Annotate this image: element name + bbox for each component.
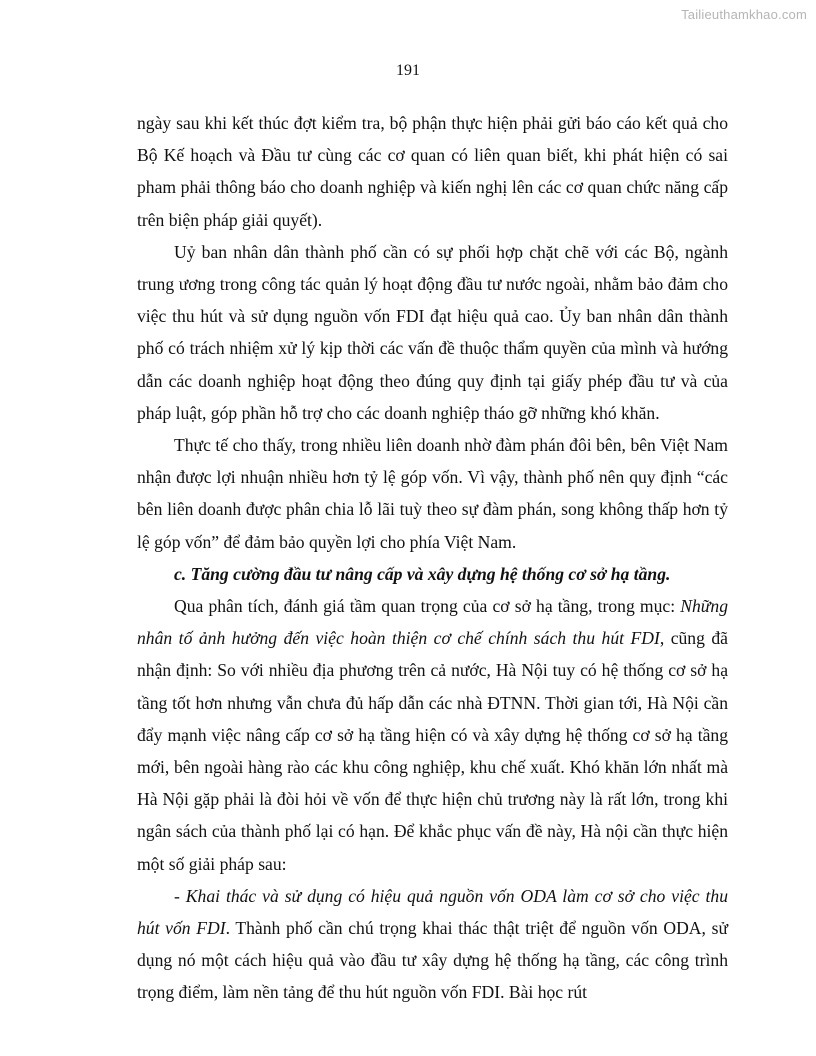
section-heading-c: c. Tăng cường đầu tư nâng cấp và xây dựng hệ thống cơ sở hạ tầng. [174,563,671,584]
paragraph-4-italic-title: Những nhân tố ảnh hưởng đến việc hoàn thiện cơ chế chính sách thu hút FDI [137,596,728,649]
paragraph-3: Thực tế cho thấy, trong nhiều liên doanh nhờ đàm phán đôi bên, bên Việt Nam nhận được lợi nhuận nhiều hơn tỷ lệ góp vốn. Vì vậy, thành phố nên quy định “các bên liên doanh được phân chia lỗ lãi tuỳ theo sự đàm phán, song không thấp hơn tỷ lệ góp vốn” để đảm bảo quyền lợi cho phía Việt Nam. [137,435,728,552]
paragraph-4-lead: Qua phân tích, đánh giá tầm quan trọng của cơ sở hạ tầng, trong mục: [174,596,681,617]
paragraph-5-rest: . Thành phố cần chú trọng khai thác thật triệt để nguồn vốn ODA, sử dụng nó một cách hiệu quả vào đầu tư xây dựng hệ thống hạ tầng, các công trình trọng điểm, làm nền tảng để thu hút nguồn vốn FDI. Bài học rút [137,918,728,1003]
paragraph-5 [137,880,728,1009]
page-number: 191 [396,62,420,79]
watermark: Tailieuthamkhao.com [681,7,807,22]
paragraph-4-rest: , cũng đã nhận định: So với nhiều địa phương trên cả nước, Hà Nội tuy có hệ thống cơ sở hạ tầng tốt hơn nhưng vẫn chưa đủ hấp dẫn các nhà ĐTNN. Thời gian tới, Hà Nội cần đẩy mạnh việc nâng cấp cơ sở hạ tầng hiện có và xây dựng hệ thống cơ sở hạ tầng mới, bên ngoài hàng rào các khu công nghiệp, khu chế xuất. Khó khăn lớn nhất mà Hà Nội gặp phải là đòi hỏi về vốn để thực hiện chủ trương này là rất lớn, trong khi ngân sách của thành phố lại có hạn. Để khắc phục vấn đề này, Hà nội cần thực hiện một số giải pháp sau: [137,628,728,874]
paragraph-1: ngày sau khi kết thúc đợt kiểm tra, bộ phận thực hiện phải gửi báo cáo kết quả cho Bộ Kế hoạch và Đầu tư cùng các cơ quan có liên quan biết, khi phát hiện có sai pham phải thông báo cho doanh nghiệp và kiến nghị lên các cơ quan chức năng cấp trên biện pháp giải quyết). [137,113,728,230]
paragraph-5-italic-lead: - Khai thác và sử dụng có hiệu quả nguồn vốn ODA làm cơ sở cho việc thu hút vốn FDI [137,885,728,939]
paragraph-2: Uỷ ban nhân dân thành phố cần có sự phối hợp chặt chẽ với các Bộ, ngành trung ương trong công tác quản lý hoạt động đầu tư nước ngoài, nhằm bảo đảm cho việc thu hút và sử dụng nguồn vốn FDI đạt hiệu quả cao. Ủy ban nhân dân thành phố có trách nhiệm xử lý kịp thời các vấn đề thuộc thẩm quyền của mình và hướng dẫn các doanh nghiệp hoạt động theo đúng quy định tại giấy phép đầu tư và của pháp luật, góp phần hỗ trợ cho các doanh nghiệp tháo gỡ những khó khăn. [137,241,728,423]
paragraph-4 [137,590,728,880]
document-body [137,107,728,1009]
